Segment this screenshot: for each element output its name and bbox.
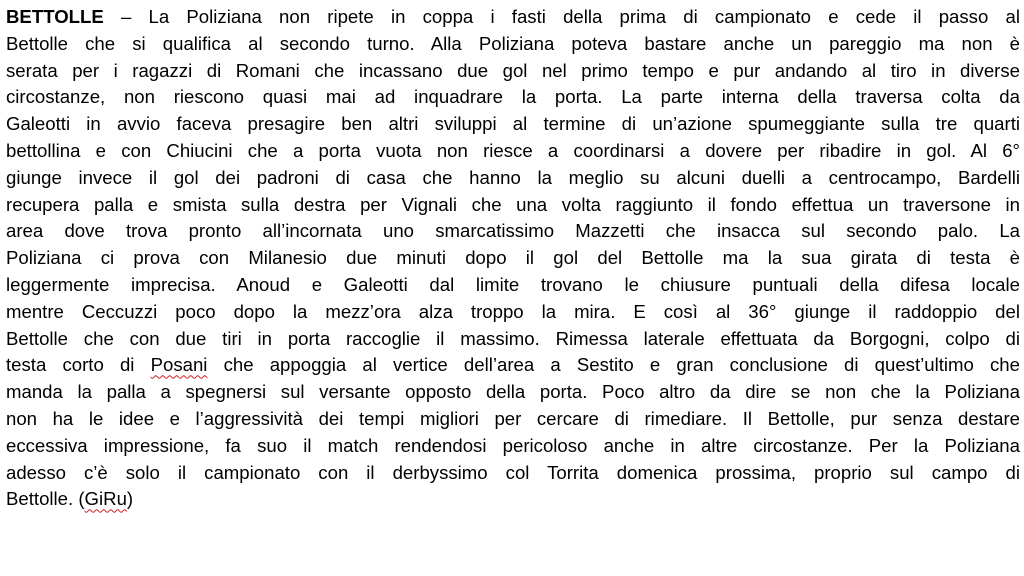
article-line: [6, 4, 1020, 31]
article-line-text: testa corto di: [6, 354, 151, 376]
article-line: [6, 486, 1020, 513]
article-line-text: che appoggia al vertice dell’area a Sestito e gran conclusione di quest’ultimo che: [207, 354, 1020, 376]
article-line: Bettolle che con due tiri in porta raccoglie il massimo. Rimessa laterale effettuata da Borgogni, colpo di: [6, 327, 1020, 349]
article-line-text: ): [126, 488, 134, 510]
article-line: non ha le idee e l’aggressività dei tempi migliori per cercare di rimediare. Il Bettolle, pur senza destare: [6, 407, 1020, 429]
article-line: manda la palla a spegnersi sul versante opposto della porta. Poco altro da dire se non che la Poliziana: [6, 381, 1020, 403]
article-line: Bettolle che si qualifica al secondo turno. Alla Poliziana poteva bastare anche un pareggio ma non è: [6, 32, 1020, 54]
article-line: bettollina e con Chiucini che a porta vuota non riesce a coordinarsi a dovere per ribadire in gol. Al 6°: [6, 139, 1020, 161]
article-line: adesso c’è solo il campionato con il derbyssimo col Torrita domenica prossima, proprio sul campo di: [6, 461, 1020, 483]
article-headline: BETTOLLE: [6, 6, 104, 27]
article-line-text: Bettolle. (: [6, 488, 85, 510]
spellcheck-flagged-word[interactable]: Posani: [150, 354, 208, 376]
article-line: circostanze, non riescono quasi mai ad inquadrare la porta. La parte interna della traversa colta da: [6, 86, 1020, 108]
spellcheck-flagged-word[interactable]: GiRu: [84, 488, 127, 510]
article-line: recupera palla e smista sulla destra per Vignali che una volta raggiunto il fondo effettua un traversone in: [6, 193, 1020, 215]
article-line: eccessiva impressione, fa suo il match rendendosi pericoloso anche in altre circostanze. Per la Poliziana: [6, 434, 1020, 456]
article-line: area dove trova pronto all’incornata uno smarcatissimo Mazzetti che insacca sul secondo palo. La: [6, 220, 1020, 242]
article-line: Poliziana ci prova con Milanesio due minuti dopo il gol del Bettolle ma la sua girata di testa è: [6, 247, 1020, 269]
article-line: serata per i ragazzi di Romani che incassano due gol nel primo tempo e pur andando al tiro in diverse: [6, 59, 1020, 81]
article-line: Galeotti in avvio faceva presagire ben altri sviluppi al termine di un’azione spumeggiante sulla tre quarti: [6, 113, 1020, 135]
article-line: mentre Ceccuzzi poco dopo la mezz’ora alza troppo la mira. E così al 36° giunge il raddoppio del: [6, 300, 1020, 322]
article-line: [6, 352, 1020, 379]
article-body: [6, 4, 1020, 513]
article-line: giunge invece il gol dei padroni di casa che hanno la meglio su alcuni duelli a centrocampo, Bardelli: [6, 166, 1020, 188]
article-line: leggermente imprecisa. Anoud e Galeotti dal limite trovano le chiusure puntuali della difesa locale: [6, 273, 1020, 295]
article-line-text: – La Poliziana non ripete in coppa i fasti della prima di campionato e cede il passo al: [103, 6, 1020, 27]
